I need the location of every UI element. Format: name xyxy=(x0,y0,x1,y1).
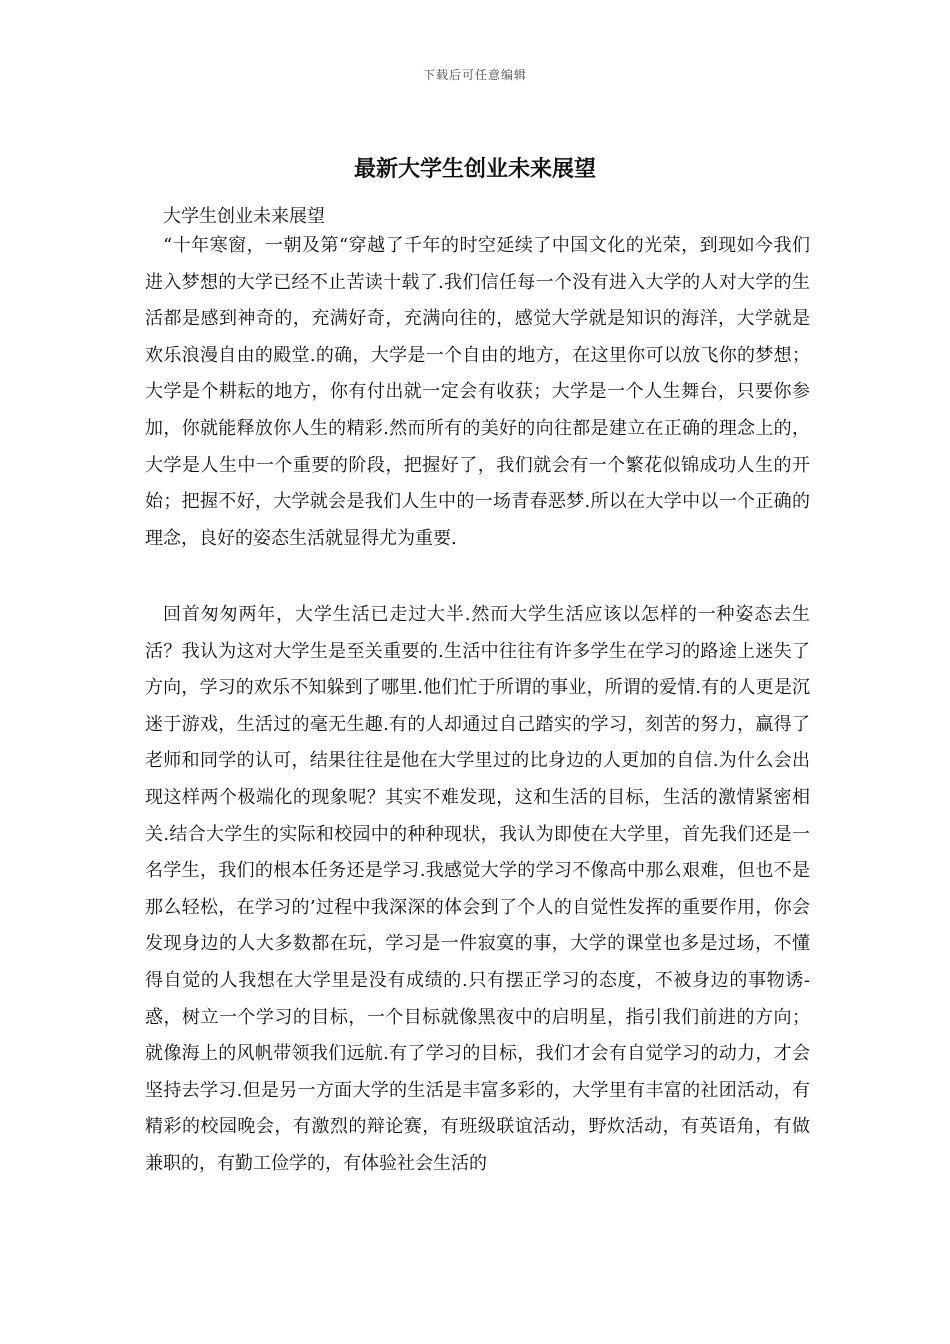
document-title: 最新大学生创业未来展望 xyxy=(353,157,596,182)
paragraph-2: 回首匆匆两年，大学生活已走过大半.然而大学生活应该以怎样的一种姿态去生活？我认为这对大学生是至关重要的.生活中往往有许多学生在学习的路途上迷失了方向，学习的欢乐不知躲到了哪里.他们忙于所谓的事业，所谓的爱情.有的人更是沉迷于游戏，生活过的毫无生趣.有的人却通过自己踏实的学习，刻苦的努力，赢得了老师和同学的认可，结果往往是他在大学里过的比身边的人更加的自信.为什么会出现这样两个极端化的现象呢？其实不难发现，这和生活的目标，生活的激情紧密相关.结合大学生的实际和校园中的种种现状，我认为即使在大学里，首先我们还是一名学生，我们的根本任务还是学习.我感觉大学的学习不像高中那么艰难，但也不是那么轻松，在学习的’过程中我深深的体会到了个人的自觉性发挥的重要作用，你会发现身边的人大多数都在玩，学习是一件寂寞的事，大学的课堂也多是过场，不懂得自觉的人我想在大学里是没有成绩的.只有摆正学习的态度，不被身边的事物诱-惑，树立一个学习的目标，一个目标就像黑夜中的启明星，指引我们前进的方向；就像海上的风帆带领我们远航.有了学习的目标，我们才会有自觉学习的动力，才会坚持去学习.但是另一方面大学的生活是丰富多彩的，大学里有丰富的社团活动，有精彩的校园晚会，有激烈的辩论赛，有班级联谊活动，野炊活动，有英语角，有做兼职的，有勤工俭学的，有体验社会生活的 xyxy=(145,604,810,1174)
paragraph-1: “十年寒窗，一朝及第“穿越了千年的时空延续了中国文化的光荣，到现如今我们进入梦想的大学已经不止苦读十载了.我们信任每一个没有进入大学的人对大学的生活都是感到神奇的，充满好奇，充满向往的，感觉大学就是知识的海洋，大学就是欢乐浪漫自由的殿堂.的确，大学是一个自由的地方，在这里你可以放飞你的梦想；大学是个耕耘的地方，你有付出就一定会有收获；大学是一个人生舞台，只要你参加，你就能释放你人生的精彩.然而所有的美好的向往都是建立在正确的理念上的，大学是人生中一个重要的阶段，把握好了，我们就会有一个繁花似锦成功人生的开始；把握不好，大学就会是我们人生中的一场青春恶梦.所以在大学中以一个正确的理念，良好的姿态生活就显得尤为重要. xyxy=(145,235,810,549)
document-subtitle: 大学生创业未来展望 xyxy=(163,206,325,227)
header-note: 下载后可任意编辑 xyxy=(422,68,527,82)
